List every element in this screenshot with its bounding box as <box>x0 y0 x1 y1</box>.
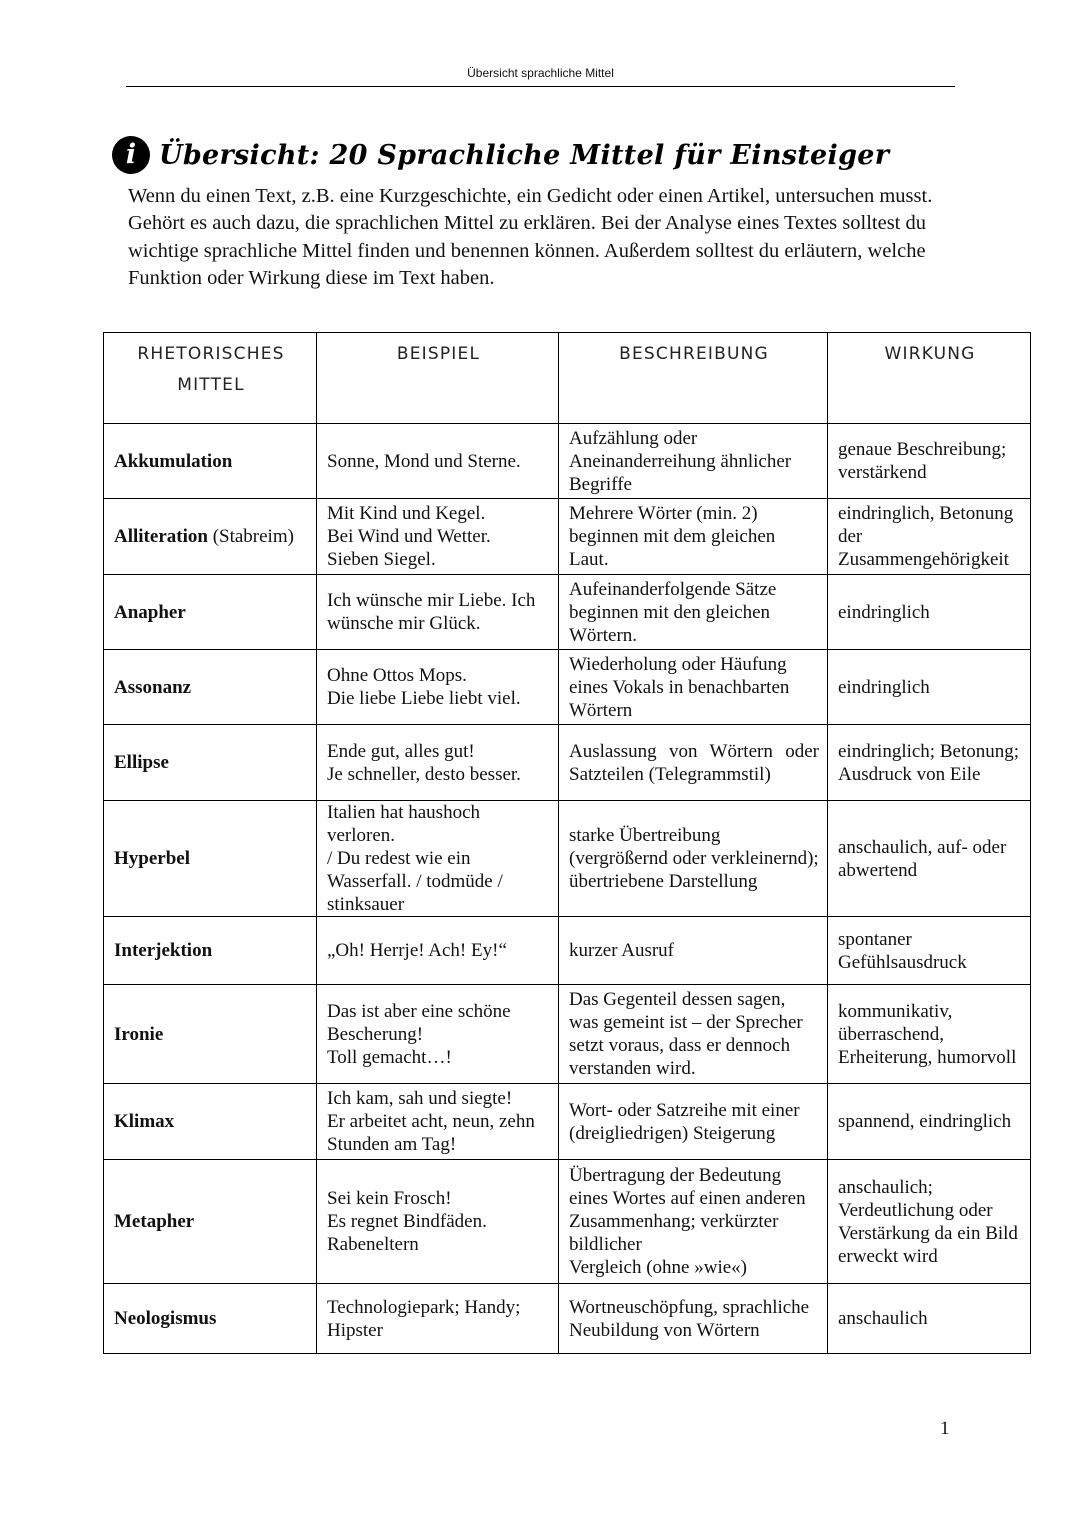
table-row <box>104 650 1031 725</box>
table-body <box>104 424 1031 1354</box>
effect-cell: eindringlich <box>828 650 1031 725</box>
table-row <box>104 917 1031 985</box>
header-beispiel: BEISPIEL <box>317 333 559 424</box>
example-cell: Italien hat haushoch verloren. / Du redest wie ein Wasserfall. / todmüde / stinksauer <box>317 801 559 917</box>
description-cell: Wiederholung oder Häufung eines Vokals in benachbarten Wörtern <box>559 650 828 725</box>
example-cell: Sonne, Mond und Sterne. <box>317 424 559 499</box>
description-cell: Übertragung der Bedeutung eines Wortes auf einen anderen Zusammenhang; verkürzter bildlicher Vergleich (ohne »wie«) <box>559 1160 828 1284</box>
header-mittel: RHETORISCHES MITTEL <box>104 333 317 424</box>
description-cell: Aufzählung oder Aneinanderreihung ähnlicher Begriffe <box>559 424 828 499</box>
intro-paragraph: Wenn du einen Text, z.B. eine Kurzgeschichte, ein Gedicht oder einen Artikel, untersuchen musst. Gehört es auch dazu, die sprachlichen Mittel zu erklären. Bei der Analyse eines Textes solltest du wichtige sprachliche Mittel finden und benennen können. Außerdem solltest du erläutern, welche Funktion oder Wirkung diese im Text haben. <box>128 185 933 289</box>
table-row <box>104 985 1031 1084</box>
term-cell <box>104 725 317 801</box>
table-row <box>104 1284 1031 1354</box>
term-cell <box>104 1160 317 1284</box>
term-label: Alliteration <box>114 526 208 547</box>
description-cell: Das Gegenteil dessen sagen, was gemeint ist – der Sprecher setzt voraus, dass er dennoch verstanden wird. <box>559 985 828 1084</box>
term-cell <box>104 917 317 985</box>
description-cell: Mehrere Wörter (min. 2) beginnen mit dem gleichen Laut. <box>559 499 828 575</box>
page-title: Übersicht: 20 Sprachliche Mittel für Einsteiger <box>159 139 890 171</box>
page-number: 1 <box>940 1418 950 1439</box>
example-cell: Ende gut, alles gut! Je schneller, desto besser. <box>317 725 559 801</box>
term-cell <box>104 499 317 575</box>
info-icon: i <box>112 136 150 174</box>
effect-cell: anschaulich; Verdeutlichung oder Verstärkung da ein Bild erweckt wird <box>828 1160 1031 1284</box>
effect-cell: spontaner Gefühlsausdruck <box>828 917 1031 985</box>
term-cell <box>104 1084 317 1160</box>
table-row <box>104 424 1031 499</box>
table-row <box>104 801 1031 917</box>
example-cell: Ich wünsche mir Liebe. Ich wünsche mir Glück. <box>317 575 559 650</box>
table-row <box>104 575 1031 650</box>
term-label: Anapher <box>114 601 186 623</box>
term-cell <box>104 575 317 650</box>
table-header-row <box>104 333 1031 424</box>
effect-cell: kommunikativ, überraschend, Erheiterung, humorvoll <box>828 985 1031 1084</box>
table-row <box>104 499 1031 575</box>
example-cell: Ohne Ottos Mops. Die liebe Liebe liebt viel. <box>317 650 559 725</box>
term-label: Assonanz <box>114 676 192 698</box>
term-label: Interjektion <box>114 940 213 961</box>
header-beschreibung: BESCHREIBUNG <box>559 333 828 424</box>
example-cell: Ich kam, sah und siegte! Er arbeitet acht, neun, zehn Stunden am Tag! <box>317 1084 559 1160</box>
term-label: Ellipse <box>114 752 169 773</box>
description-cell: Aufeinanderfolgende Sätze beginnen mit den gleichen Wörtern. <box>559 575 828 650</box>
table-row <box>104 725 1031 801</box>
effect-cell: eindringlich <box>828 575 1031 650</box>
effect-cell: eindringlich; Betonung; Ausdruck von Eile <box>828 725 1031 801</box>
effect-cell: anschaulich <box>828 1284 1031 1354</box>
term-cell <box>104 424 317 499</box>
term-label: Ironie <box>114 1023 164 1045</box>
term-cell <box>104 1284 317 1354</box>
example-cell: Sei kein Frosch! Es regnet Bindfäden. Rabeneltern <box>317 1160 559 1284</box>
effect-cell: spannend, eindringlich <box>828 1084 1031 1160</box>
effect-cell: genaue Beschreibung; verstärkend <box>828 424 1031 499</box>
effect-cell: eindringlich, Betonung der Zusammengehörigkeit <box>828 499 1031 575</box>
term-cell <box>104 650 317 725</box>
example-cell: Das ist aber eine schöne Bescherung! Toll gemacht…! <box>317 985 559 1084</box>
description-cell: Auslassung von Wörtern oder Satzteilen (Telegrammstil) <box>559 725 828 801</box>
description-cell: kurzer Ausruf <box>559 917 828 985</box>
term-label: Neologismus <box>114 1308 217 1329</box>
title-row <box>112 133 889 177</box>
term-cell <box>104 801 317 917</box>
example-cell: Mit Kind und Kegel. Bei Wind und Wetter. Sieben Siegel. <box>317 499 559 575</box>
term-label: Metapher <box>114 1211 195 1232</box>
term-label: Akkumulation <box>114 450 233 472</box>
page-header: Übersicht sprachliche Mittel <box>126 64 955 87</box>
table-row <box>104 1084 1031 1160</box>
term-cell <box>104 985 317 1084</box>
description-cell: Wort- oder Satzreihe mit einer (dreigliedrigen) Steigerung <box>559 1084 828 1160</box>
example-cell: Technologiepark; Handy; Hipster <box>317 1284 559 1354</box>
term-note: (Stabreim) <box>207 526 294 547</box>
description-cell: starke Übertreibung (vergrößernd oder verkleinernd); übertriebene Darstellung <box>559 801 828 917</box>
term-label: Hyperbel <box>114 848 190 869</box>
description-cell: Wortneuschöpfung, sprachliche Neubildung von Wörtern <box>559 1284 828 1354</box>
header-wirkung: WIRKUNG <box>828 333 1031 424</box>
term-label: Klimax <box>114 1111 175 1132</box>
example-cell: „Oh! Herrje! Ach! Ey!“ <box>317 917 559 985</box>
rhetoric-table <box>103 332 1031 1354</box>
effect-cell: anschaulich, auf- oder abwertend <box>828 801 1031 917</box>
table-row <box>104 1160 1031 1284</box>
